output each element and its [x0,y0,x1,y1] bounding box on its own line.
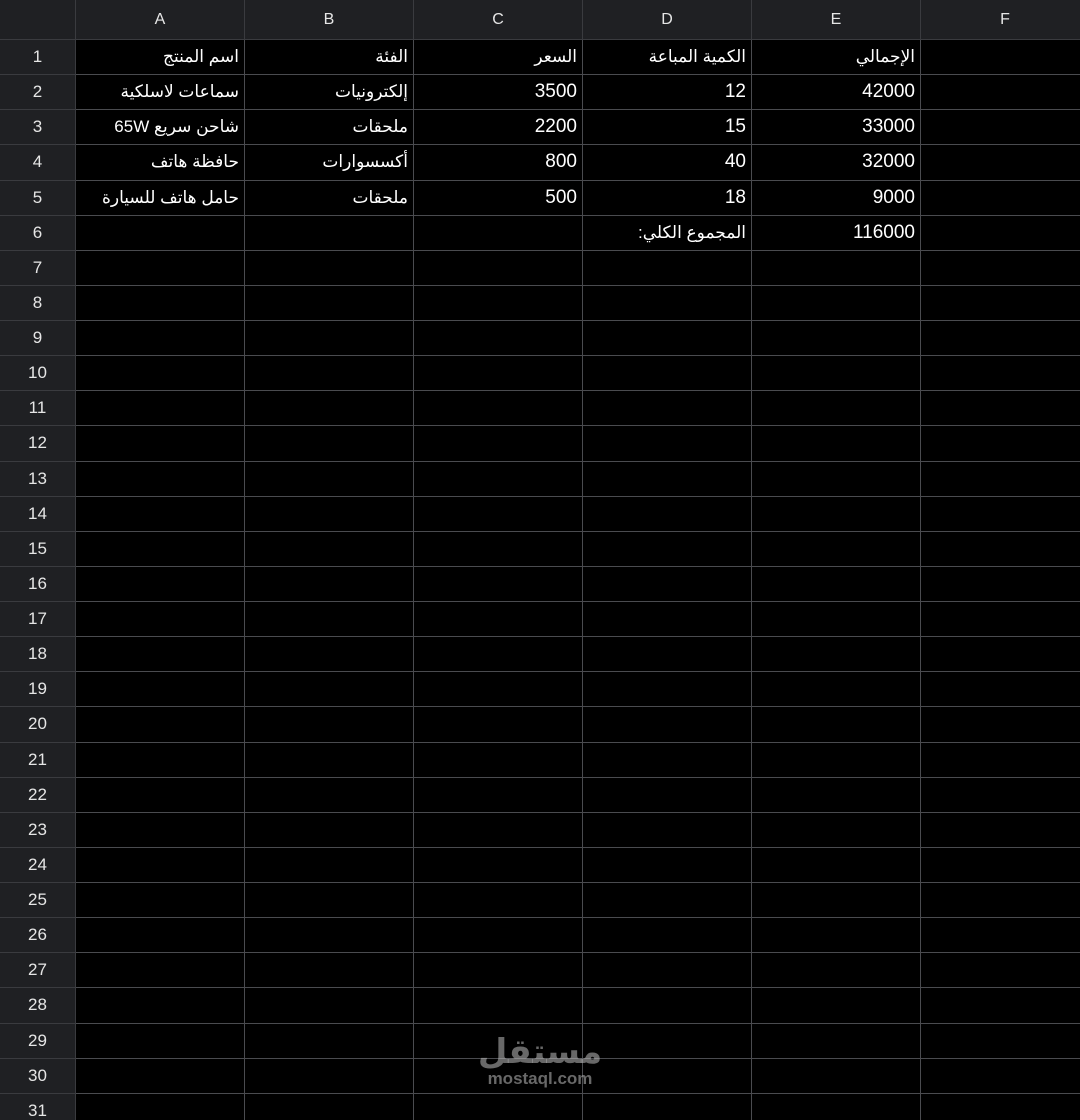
cell-d1[interactable]: الكمية المباعة [583,40,752,75]
cell-a10[interactable] [76,356,245,391]
cell-a2[interactable]: سماعات لاسلكية [76,75,245,110]
sheet-row [76,110,1080,145]
cell-e25[interactable] [752,883,921,918]
cell-f12[interactable] [921,426,1080,461]
cell-f5[interactable] [921,181,1080,216]
cell-f30[interactable] [921,1059,1080,1094]
cell-c22[interactable] [414,778,583,813]
cell-c8[interactable] [414,286,583,321]
cell-e16[interactable] [752,567,921,602]
cell-a24[interactable] [76,848,245,883]
cell-c3[interactable]: 2200 [414,110,583,145]
cell-f31[interactable] [921,1094,1080,1120]
cell-d29[interactable] [583,1024,752,1059]
cell-grid [76,40,1080,1120]
cell-c12[interactable] [414,426,583,461]
cell-c18[interactable] [414,637,583,672]
cell-d21[interactable] [583,743,752,778]
cell-c24[interactable] [414,848,583,883]
cell-c29[interactable] [414,1024,583,1059]
row-header[interactable]: 22 [0,778,76,813]
cell-f7[interactable] [921,251,1080,286]
cell-b25[interactable] [245,883,414,918]
cell-a31[interactable] [76,1094,245,1120]
cell-f10[interactable] [921,356,1080,391]
cell-b6[interactable] [245,216,414,251]
sheet-row [76,883,1080,918]
cell-a19[interactable] [76,672,245,707]
cell-d27[interactable] [583,953,752,988]
cell-b13[interactable] [245,462,414,497]
cell-e23[interactable] [752,813,921,848]
cell-e5[interactable]: 9000 [752,181,921,216]
cell-f2[interactable] [921,75,1080,110]
cell-c1[interactable]: السعر [414,40,583,75]
cell-a5[interactable]: حامل هاتف للسيارة [76,181,245,216]
cell-b22[interactable] [245,778,414,813]
cell-e14[interactable] [752,497,921,532]
row-header[interactable]: 11 [0,391,76,426]
cell-e17[interactable] [752,602,921,637]
column-header-e[interactable]: E [752,0,921,40]
cell-e19[interactable] [752,672,921,707]
row-header[interactable]: 30 [0,1059,76,1094]
cell-f18[interactable] [921,637,1080,672]
cell-b12[interactable] [245,426,414,461]
sheet-row [76,391,1080,426]
sheet-row [76,356,1080,391]
cell-d5[interactable]: 18 [583,181,752,216]
cell-e26[interactable] [752,918,921,953]
cell-b31[interactable] [245,1094,414,1120]
cell-a22[interactable] [76,778,245,813]
cell-e13[interactable] [752,462,921,497]
cell-c11[interactable] [414,391,583,426]
select-all-corner[interactable] [0,0,76,40]
cell-d6[interactable]: المجموع الكلي: [583,216,752,251]
cell-a9[interactable] [76,321,245,356]
row-header[interactable]: 5 [0,181,76,216]
sheet-row [76,462,1080,497]
cell-a12[interactable] [76,426,245,461]
cell-b4[interactable]: أكسسوارات [245,145,414,180]
cell-f26[interactable] [921,918,1080,953]
cell-c16[interactable] [414,567,583,602]
cell-e22[interactable] [752,778,921,813]
row-header[interactable]: 27 [0,953,76,988]
row-header[interactable]: 18 [0,637,76,672]
row-header[interactable]: 23 [0,813,76,848]
cell-f14[interactable] [921,497,1080,532]
cell-f23[interactable] [921,813,1080,848]
cell-e30[interactable] [752,1059,921,1094]
column-header-f[interactable]: F [921,0,1080,40]
cell-c20[interactable] [414,707,583,742]
sheet-row [76,145,1080,180]
cell-c23[interactable] [414,813,583,848]
cell-e1[interactable]: الإجمالي [752,40,921,75]
cell-a13[interactable] [76,462,245,497]
cell-d8[interactable] [583,286,752,321]
row-header[interactable]: 25 [0,883,76,918]
cell-f4[interactable] [921,145,1080,180]
cell-e15[interactable] [752,532,921,567]
cell-b30[interactable] [245,1059,414,1094]
cell-a17[interactable] [76,602,245,637]
cell-d30[interactable] [583,1059,752,1094]
column-header-c[interactable]: C [414,0,583,40]
cell-c25[interactable] [414,883,583,918]
row-header[interactable]: 4 [0,145,76,180]
cell-f16[interactable] [921,567,1080,602]
cell-a7[interactable] [76,251,245,286]
cell-d20[interactable] [583,707,752,742]
cell-d25[interactable] [583,883,752,918]
watermark-arabic: مستقل [477,1032,603,1072]
cell-e18[interactable] [752,637,921,672]
sheet-row [76,40,1080,75]
cell-f19[interactable] [921,672,1080,707]
cell-d17[interactable] [583,602,752,637]
cell-b24[interactable] [245,848,414,883]
row-header[interactable]: 21 [0,743,76,778]
cell-c4[interactable]: 800 [414,145,583,180]
row-header[interactable]: 9 [0,321,76,356]
cell-f24[interactable] [921,848,1080,883]
cell-d18[interactable] [583,637,752,672]
cell-f22[interactable] [921,778,1080,813]
row-header[interactable]: 12 [0,426,76,461]
sheet-row [76,602,1080,637]
cell-b27[interactable] [245,953,414,988]
row-header[interactable]: 14 [0,497,76,532]
sheet-row [76,321,1080,356]
cell-f17[interactable] [921,602,1080,637]
column-header-bar [76,0,1080,40]
cell-e21[interactable] [752,743,921,778]
cell-c21[interactable] [414,743,583,778]
cell-f1[interactable] [921,40,1080,75]
cell-e27[interactable] [752,953,921,988]
sheet-row [76,637,1080,672]
cell-e9[interactable] [752,321,921,356]
cell-c7[interactable] [414,251,583,286]
row-header[interactable]: 10 [0,356,76,391]
cell-a20[interactable] [76,707,245,742]
sheet-row [76,75,1080,110]
cell-c28[interactable] [414,988,583,1023]
cell-b28[interactable] [245,988,414,1023]
row-header[interactable]: 8 [0,286,76,321]
cell-f29[interactable] [921,1024,1080,1059]
cell-c19[interactable] [414,672,583,707]
row-header[interactable]: 31 [0,1094,76,1120]
cell-f27[interactable] [921,953,1080,988]
cell-d11[interactable] [583,391,752,426]
cell-b23[interactable] [245,813,414,848]
cell-a6[interactable] [76,216,245,251]
row-header[interactable]: 15 [0,532,76,567]
sheet-row [76,1024,1080,1059]
cell-a26[interactable] [76,918,245,953]
cell-c15[interactable] [414,532,583,567]
cell-a14[interactable] [76,497,245,532]
row-header[interactable]: 19 [0,672,76,707]
cell-c30[interactable] [414,1059,583,1094]
cell-f11[interactable] [921,391,1080,426]
sheet-row [76,778,1080,813]
row-header[interactable]: 24 [0,848,76,883]
cell-c6[interactable] [414,216,583,251]
cell-b26[interactable] [245,918,414,953]
row-header[interactable]: 13 [0,462,76,497]
cell-b5[interactable]: ملحقات [245,181,414,216]
cell-b2[interactable]: إلكترونيات [245,75,414,110]
watermark-latin: mostaql.com [487,1069,593,1088]
sheet-row [76,953,1080,988]
cell-a11[interactable] [76,391,245,426]
cell-b17[interactable] [245,602,414,637]
cell-a30[interactable] [76,1059,245,1094]
cell-e31[interactable] [752,1094,921,1120]
cell-b9[interactable] [245,321,414,356]
cell-c13[interactable] [414,462,583,497]
sheet-row [76,567,1080,602]
row-header[interactable]: 2 [0,75,76,110]
cell-f25[interactable] [921,883,1080,918]
column-header-d[interactable]: D [583,0,752,40]
cell-d16[interactable] [583,567,752,602]
sheet-row [76,1094,1080,1120]
cell-e7[interactable] [752,251,921,286]
cell-a16[interactable] [76,567,245,602]
row-header[interactable]: 1 [0,40,76,75]
cell-e29[interactable] [752,1024,921,1059]
row-header[interactable]: 6 [0,216,76,251]
row-header[interactable]: 28 [0,988,76,1023]
cell-b8[interactable] [245,286,414,321]
cell-c26[interactable] [414,918,583,953]
cell-c31[interactable] [414,1094,583,1120]
cell-b21[interactable] [245,743,414,778]
cell-b7[interactable] [245,251,414,286]
cell-c9[interactable] [414,321,583,356]
cell-a25[interactable] [76,883,245,918]
sheet-row [76,988,1080,1023]
cell-d28[interactable] [583,988,752,1023]
sheet-row [76,216,1080,251]
cell-d15[interactable] [583,532,752,567]
cell-a23[interactable] [76,813,245,848]
sheet-row [76,251,1080,286]
cell-b11[interactable] [245,391,414,426]
row-header[interactable]: 17 [0,602,76,637]
cell-a27[interactable] [76,953,245,988]
row-header[interactable]: 26 [0,918,76,953]
row-header-bar [0,40,76,1120]
cell-b19[interactable] [245,672,414,707]
sheet-row [76,848,1080,883]
cell-f21[interactable] [921,743,1080,778]
cell-a21[interactable] [76,743,245,778]
cell-e28[interactable] [752,988,921,1023]
cell-e2[interactable]: 42000 [752,75,921,110]
cell-d24[interactable] [583,848,752,883]
cell-d12[interactable] [583,426,752,461]
cell-c10[interactable] [414,356,583,391]
cell-b29[interactable] [245,1024,414,1059]
cell-e6[interactable]: 116000 [752,216,921,251]
sheet-row [76,181,1080,216]
cell-e11[interactable] [752,391,921,426]
sheet-row [76,672,1080,707]
cell-a18[interactable] [76,637,245,672]
cell-d10[interactable] [583,356,752,391]
cell-d9[interactable] [583,321,752,356]
cell-f28[interactable] [921,988,1080,1023]
cell-b14[interactable] [245,497,414,532]
cell-e8[interactable] [752,286,921,321]
cell-a3[interactable]: شاحن سريع 65W [76,110,245,145]
cell-f3[interactable] [921,110,1080,145]
sheet-row [76,1059,1080,1094]
cell-d13[interactable] [583,462,752,497]
cell-a1[interactable]: اسم المنتج [76,40,245,75]
cell-b3[interactable]: ملحقات [245,110,414,145]
sheet-row [76,707,1080,742]
cell-a4[interactable]: حافظة هاتف [76,145,245,180]
sheet-row [76,813,1080,848]
cell-d4[interactable]: 40 [583,145,752,180]
cell-b16[interactable] [245,567,414,602]
row-header[interactable]: 20 [0,707,76,742]
cell-d2[interactable]: 12 [583,75,752,110]
sheet-row [76,497,1080,532]
sheet-row [76,286,1080,321]
sheet-row [76,743,1080,778]
row-header[interactable]: 7 [0,251,76,286]
cell-c17[interactable] [414,602,583,637]
row-header[interactable]: 29 [0,1024,76,1059]
cell-b20[interactable] [245,707,414,742]
cell-f9[interactable] [921,321,1080,356]
cell-a29[interactable] [76,1024,245,1059]
cell-b15[interactable] [245,532,414,567]
cell-a15[interactable] [76,532,245,567]
cell-c5[interactable]: 500 [414,181,583,216]
cell-e24[interactable] [752,848,921,883]
column-header-a[interactable]: A [76,0,245,40]
sheet-row [76,532,1080,567]
row-header[interactable]: 16 [0,567,76,602]
cell-e20[interactable] [752,707,921,742]
cell-c27[interactable] [414,953,583,988]
cell-d19[interactable] [583,672,752,707]
cell-a8[interactable] [76,286,245,321]
cell-b1[interactable]: الفئة [245,40,414,75]
cell-d14[interactable] [583,497,752,532]
cell-d7[interactable] [583,251,752,286]
cell-f20[interactable] [921,707,1080,742]
cell-d3[interactable]: 15 [583,110,752,145]
cell-d22[interactable] [583,778,752,813]
cell-b10[interactable] [245,356,414,391]
row-header[interactable]: 3 [0,110,76,145]
cell-e12[interactable] [752,426,921,461]
cell-f8[interactable] [921,286,1080,321]
cell-f15[interactable] [921,532,1080,567]
cell-d31[interactable] [583,1094,752,1120]
cell-a28[interactable] [76,988,245,1023]
cell-f13[interactable] [921,462,1080,497]
cell-e4[interactable]: 32000 [752,145,921,180]
cell-e10[interactable] [752,356,921,391]
cell-d26[interactable] [583,918,752,953]
sheet-row [76,426,1080,461]
cell-e3[interactable]: 33000 [752,110,921,145]
cell-d23[interactable] [583,813,752,848]
cell-c14[interactable] [414,497,583,532]
cell-f6[interactable] [921,216,1080,251]
cell-b18[interactable] [245,637,414,672]
column-header-b[interactable]: B [245,0,414,40]
sheet-row [76,918,1080,953]
cell-c2[interactable]: 3500 [414,75,583,110]
